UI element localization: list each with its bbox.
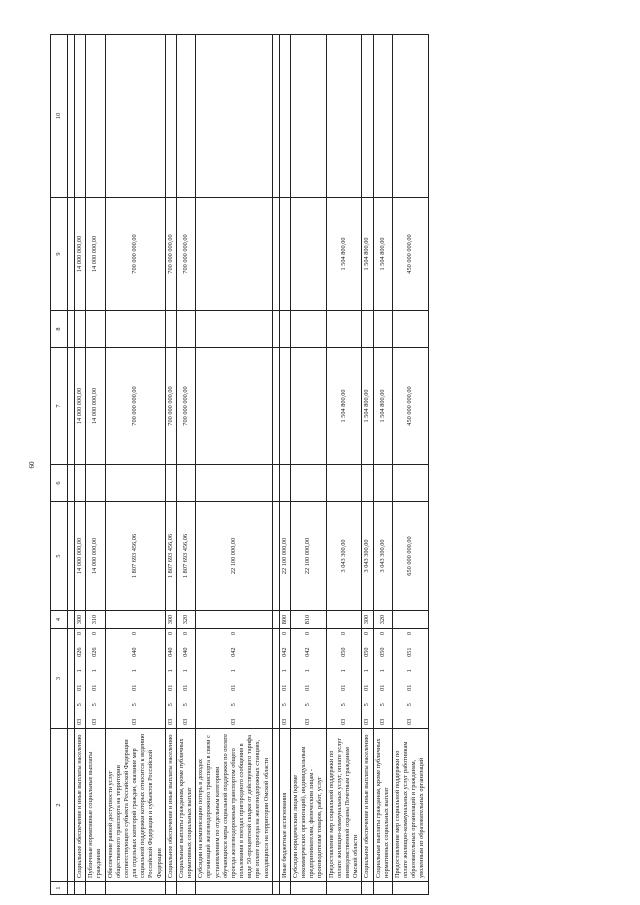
column-header-4: 4 (51, 611, 68, 629)
row-name: Обеспечение равной доступности услуг общественного транспорта на территории соответствующего субъекта Российской Федерации для отдельных категорий граждан, оказание мер социальной поддержки которых относится к ведению Российской Федерации и субъектов Российской Федерации (105, 729, 165, 882)
row-index-cell (392, 882, 428, 895)
table-row (75, 35, 86, 895)
code-part: 042 (229, 647, 237, 657)
code-part: 5 (91, 703, 99, 707)
table-row (196, 35, 273, 895)
row-code (165, 629, 176, 729)
row-amount-col9: 1 504 800,00 (373, 198, 392, 311)
code-part: 01 (181, 684, 189, 691)
row-amount-col5: 3 043 300,00 (373, 502, 392, 611)
separator-cell (272, 629, 279, 729)
separator-cell (68, 198, 75, 311)
row-name: Предоставление мер социальной поддержки по оплате жилищно-коммунальных услуг работникам образовательных организаций и гражданам, уволенным из образовательных организаций (392, 729, 428, 882)
code-part: 042 (280, 647, 288, 657)
separator-cell (272, 502, 279, 611)
row-name: Социальные выплаты гражданам, кроме публичных нормативных социальных выплат (373, 729, 392, 882)
row-expense-type: 800 (279, 611, 290, 629)
row-index-cell (165, 882, 176, 895)
code-part: 03 (131, 718, 139, 725)
code-part: 0 (280, 632, 288, 636)
row-amount-col7: 700 000 000,00 (176, 348, 195, 465)
table-row (290, 35, 326, 895)
row-col8 (392, 311, 428, 348)
row-col8 (165, 311, 176, 348)
separator-cell (272, 311, 279, 348)
row-code (75, 629, 86, 729)
row-col6 (290, 465, 326, 502)
row-expense-type: 320 (176, 611, 195, 629)
code-part: 0 (76, 632, 83, 636)
row-amount-col9: 700 000 000,00 (176, 198, 195, 311)
row-amount-col5: 650 000 000,00 (392, 502, 428, 611)
code-part: 0 (131, 632, 139, 636)
rotated-page (28, 35, 630, 895)
row-col6 (279, 465, 290, 502)
code-part: 01 (378, 684, 386, 691)
row-col6 (86, 465, 105, 502)
row-index-cell (326, 882, 362, 895)
table-row (362, 35, 373, 895)
row-amount-col7: 700 000 000,00 (165, 348, 176, 465)
column-header-5: 5 (51, 502, 68, 611)
code-part: 050 (339, 647, 347, 657)
row-col8 (105, 311, 165, 348)
code-part: 026 (91, 647, 99, 657)
row-index-cell (362, 882, 373, 895)
code-part: 0 (181, 632, 189, 636)
code-part: 01 (406, 684, 414, 691)
code-part: 1 (304, 669, 312, 673)
column-header-9: 9 (51, 198, 68, 311)
code-part: 1 (406, 669, 414, 673)
row-amount-col7: 14 000 000,00 (86, 348, 105, 465)
row-amount-col7: 14 000 000,00 (75, 348, 86, 465)
row-col10 (362, 35, 373, 198)
row-code (362, 629, 373, 729)
row-col8 (75, 311, 86, 348)
row-col8 (279, 311, 290, 348)
separator-cell (68, 465, 75, 502)
row-amount-col5: 22 100 000,00 (290, 502, 326, 611)
code-part: 5 (339, 703, 347, 707)
row-col6 (392, 465, 428, 502)
table-row (279, 35, 290, 895)
separator-cell (68, 502, 75, 611)
table-row (373, 35, 392, 895)
code-part: 1 (339, 669, 347, 673)
row-col6 (326, 465, 362, 502)
separator-cell (272, 35, 279, 198)
row-col10 (290, 35, 326, 198)
row-code (86, 629, 105, 729)
row-expense-type (326, 611, 362, 629)
column-header-7: 7 (51, 348, 68, 465)
separator-row (68, 35, 75, 895)
row-col8 (176, 311, 195, 348)
code-part: 050 (363, 647, 371, 657)
code-part: 03 (166, 718, 174, 725)
code-part: 5 (378, 703, 386, 707)
code-part: 0 (406, 632, 414, 636)
row-index-cell (75, 882, 86, 895)
code-part: 03 (229, 718, 237, 725)
header-row (51, 35, 68, 895)
row-amount-col9 (196, 198, 273, 311)
row-name: Социальное обеспечение и иные выплаты населению (75, 729, 86, 882)
row-index-cell (196, 882, 273, 895)
row-amount-col9 (279, 198, 290, 311)
row-col8 (362, 311, 373, 348)
row-name: Субсидии юридическим лицам (кроме некоммерческих организаций), индивидуальным предпринимателям, физическим лицам - производителям товаров, работ, услуг (290, 729, 326, 882)
row-expense-type (105, 611, 165, 629)
row-col10 (196, 35, 273, 198)
code-part: 1 (91, 669, 99, 673)
row-col8 (326, 311, 362, 348)
row-col10 (392, 35, 428, 198)
code-part: 03 (91, 718, 99, 725)
row-amount-col7: 1 504 800,00 (373, 348, 392, 465)
code-part: 01 (304, 684, 312, 691)
row-code (279, 629, 290, 729)
row-col6 (165, 465, 176, 502)
code-part: 5 (181, 703, 189, 707)
code-part: 5 (304, 703, 312, 707)
row-amount-col9: 14 000 000,00 (75, 198, 86, 311)
row-col10 (326, 35, 362, 198)
row-code (392, 629, 428, 729)
row-col8 (196, 311, 273, 348)
row-amount-col7: 1 504 800,00 (362, 348, 373, 465)
code-part: 1 (76, 669, 83, 673)
table-row (176, 35, 195, 895)
row-index-cell (279, 882, 290, 895)
row-amount-col7: 700 000 000,00 (105, 348, 165, 465)
row-code (373, 629, 392, 729)
row-amount-col7: 450 000 000,00 (392, 348, 428, 465)
table-row (392, 35, 428, 895)
row-amount-col9: 14 000 000,00 (86, 198, 105, 311)
row-expense-type: 310 (86, 611, 105, 629)
code-part: 050 (378, 647, 386, 657)
row-col8 (86, 311, 105, 348)
row-name: Социальное обеспечение и иные выплаты населению (362, 729, 373, 882)
code-part: 5 (131, 703, 139, 707)
row-code (105, 629, 165, 729)
separator-cell (68, 611, 75, 629)
row-col10 (86, 35, 105, 198)
row-amount-col9: 450 000 000,00 (392, 198, 428, 311)
code-part: 01 (363, 684, 371, 691)
row-col8 (373, 311, 392, 348)
code-part: 03 (378, 718, 386, 725)
column-header-2: 2 (51, 729, 68, 882)
row-col10 (75, 35, 86, 198)
row-expense-type: 320 (373, 611, 392, 629)
code-part: 1 (166, 669, 174, 673)
code-part: 5 (406, 703, 414, 707)
row-amount-col5: 1 807 693 456,06 (105, 502, 165, 611)
row-name: Социальные выплаты гражданам, кроме публичных нормативных социальных выплат (176, 729, 195, 882)
separator-cell (68, 35, 75, 198)
row-expense-type (392, 611, 428, 629)
row-amount-col9: 700 000 000,00 (165, 198, 176, 311)
row-name: Предоставление мер социальной поддержки по оплате жилищно-коммунальных услуг, оплате услуг вневедомственной охраны Почетным гражданам Омской области (326, 729, 362, 882)
row-amount-col9: 1 504 800,00 (362, 198, 373, 311)
separator-cell (272, 882, 279, 895)
separator-cell (68, 348, 75, 465)
row-name: Публичные нормативные социальные выплаты гражданам (86, 729, 105, 882)
row-code (326, 629, 362, 729)
code-part: 1 (280, 669, 288, 673)
table-row (326, 35, 362, 895)
row-amount-col7 (279, 348, 290, 465)
code-part: 0 (229, 632, 237, 636)
row-col10 (176, 35, 195, 198)
table-row (165, 35, 176, 895)
row-code (196, 629, 273, 729)
code-part: 01 (280, 684, 288, 691)
code-part: 03 (76, 718, 83, 725)
code-part: 1 (363, 669, 371, 673)
separator-cell (272, 729, 279, 882)
row-col10 (105, 35, 165, 198)
code-part: 0 (378, 632, 386, 636)
row-amount-col7 (290, 348, 326, 465)
separator-cell (272, 198, 279, 311)
row-amount-col5: 22 100 000,00 (279, 502, 290, 611)
row-col10 (165, 35, 176, 198)
row-name: Иные бюджетные ассигнования (279, 729, 290, 882)
row-col10 (373, 35, 392, 198)
separator-cell (68, 311, 75, 348)
code-part: 042 (304, 647, 312, 657)
code-part: 040 (181, 647, 189, 657)
row-col8 (290, 311, 326, 348)
row-amount-col7: 1 504 800,00 (326, 348, 362, 465)
row-code (290, 629, 326, 729)
code-part: 03 (363, 718, 371, 725)
code-part: 5 (363, 703, 371, 707)
row-expense-type: 300 (362, 611, 373, 629)
row-expense-type: 300 (75, 611, 86, 629)
row-col6 (196, 465, 273, 502)
code-part: 03 (280, 718, 288, 725)
row-expense-type: 810 (290, 611, 326, 629)
code-part: 03 (181, 718, 189, 725)
code-part: 5 (229, 703, 237, 707)
row-name: Социальное обеспечение и иные выплаты населению (165, 729, 176, 882)
row-index-cell (290, 882, 326, 895)
code-part: 026 (76, 647, 83, 657)
code-part: 01 (229, 684, 237, 691)
code-part: 1 (131, 669, 139, 673)
separator-cell (272, 348, 279, 465)
row-amount-col9 (290, 198, 326, 311)
column-header-10: 10 (51, 35, 68, 198)
row-col6 (75, 465, 86, 502)
row-expense-type (196, 611, 273, 629)
row-index-cell (373, 882, 392, 895)
budget-table (50, 34, 429, 895)
row-amount-col5: 1 807 693 456,06 (176, 502, 195, 611)
code-part: 0 (304, 632, 312, 636)
row-amount-col5: 14 000 000,00 (75, 502, 86, 611)
row-code (176, 629, 195, 729)
code-part: 1 (378, 669, 386, 673)
code-part: 01 (76, 684, 83, 691)
row-index-cell (86, 882, 105, 895)
separator-cell (272, 611, 279, 629)
row-col6 (176, 465, 195, 502)
column-header-8: 8 (51, 311, 68, 348)
code-part: 03 (339, 718, 347, 725)
row-amount-col9: 1 504 800,00 (326, 198, 362, 311)
code-part: 01 (166, 684, 174, 691)
row-col6 (105, 465, 165, 502)
code-part: 0 (363, 632, 371, 636)
separator-cell (272, 465, 279, 502)
code-part: 5 (280, 703, 288, 707)
row-col6 (362, 465, 373, 502)
table-row (86, 35, 105, 895)
code-part: 01 (339, 684, 347, 691)
row-col6 (373, 465, 392, 502)
code-part: 040 (166, 647, 174, 657)
code-part: 1 (181, 669, 189, 673)
code-part: 051 (406, 647, 414, 657)
separator-cell (68, 729, 75, 882)
code-part: 040 (131, 647, 139, 657)
column-header-1: 1 (51, 882, 68, 895)
table-body (51, 35, 429, 895)
row-amount-col5: 3 043 300,00 (362, 502, 373, 611)
code-part: 03 (406, 718, 414, 725)
row-amount-col5: 22 100 000,00 (196, 502, 273, 611)
row-amount-col5: 1 807 693 456,06 (165, 502, 176, 611)
code-part: 1 (229, 669, 237, 673)
code-part: 0 (91, 632, 99, 636)
code-part: 03 (304, 718, 312, 725)
row-amount-col5: 3 043 300,00 (326, 502, 362, 611)
separator-cell (68, 882, 75, 895)
column-header-3: 3 (51, 629, 68, 729)
code-part: 01 (131, 684, 139, 691)
row-amount-col5: 14 000 000,00 (86, 502, 105, 611)
row-expense-type: 300 (165, 611, 176, 629)
row-name: Субсидии на компенсацию потерь в доходах организаций железнодорожного транспорта в связи с установлением по отдельным категориям обучающихся меры социальной поддержки по оплате проезда железнодорожным транспортом общего пользования в поездах пригородного сообщения в виде 50-процентной скидки от действующего тарифа при оплате проезда на железнодорожных станциях, находящихся на территории Омской области (196, 729, 273, 882)
separator-row (272, 35, 279, 895)
row-col10 (279, 35, 290, 198)
code-part: 0 (339, 632, 347, 636)
column-header-6: 6 (51, 465, 68, 502)
page-number: 60 (28, 461, 36, 469)
table-row (105, 35, 165, 895)
code-part: 5 (76, 703, 83, 707)
row-index-cell (176, 882, 195, 895)
code-part: 01 (91, 684, 99, 691)
row-index-cell (105, 882, 165, 895)
code-part: 5 (166, 703, 174, 707)
row-amount-col9: 700 000 000,00 (105, 198, 165, 311)
code-part: 0 (166, 632, 174, 636)
separator-cell (68, 629, 75, 729)
row-amount-col7 (196, 348, 273, 465)
